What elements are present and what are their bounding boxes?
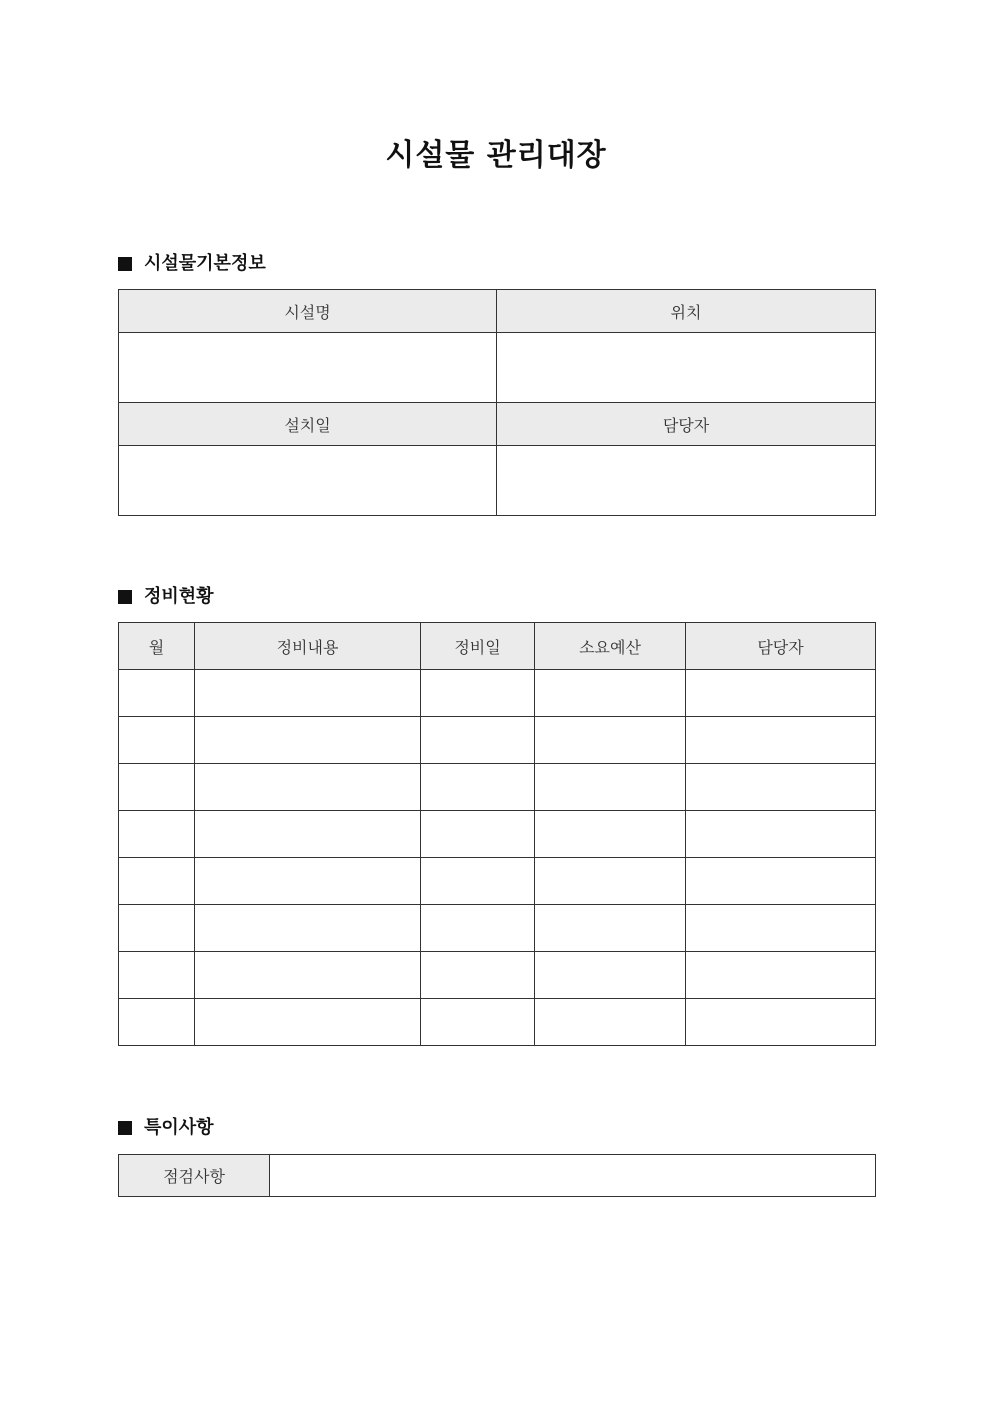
section-heading-basic-info xyxy=(118,252,266,276)
column-header-maintenance-date: 정비일 xyxy=(421,623,535,670)
square-bullet-icon xyxy=(118,1121,132,1135)
table-row xyxy=(119,764,876,811)
maintenance-content-cell[interactable] xyxy=(195,764,421,811)
month-cell[interactable] xyxy=(119,811,195,858)
maintenance-content-cell[interactable] xyxy=(195,858,421,905)
budget-cell[interactable] xyxy=(535,764,686,811)
maintenance-content-cell[interactable] xyxy=(195,811,421,858)
inspection-field[interactable] xyxy=(270,1155,876,1197)
budget-cell[interactable] xyxy=(535,952,686,999)
manager-cell[interactable] xyxy=(686,905,876,952)
month-cell[interactable] xyxy=(119,905,195,952)
basic-info-table xyxy=(118,289,876,516)
table-header-row xyxy=(119,623,876,670)
maintenance-date-cell[interactable] xyxy=(421,764,535,811)
maintenance-date-cell[interactable] xyxy=(421,858,535,905)
notes-table xyxy=(118,1154,876,1197)
section-heading-maintenance xyxy=(118,585,214,609)
table-row xyxy=(119,858,876,905)
maintenance-date-cell[interactable] xyxy=(421,905,535,952)
manager-cell[interactable] xyxy=(686,764,876,811)
facility-name-label: 시설명 xyxy=(119,290,497,333)
manager-cell[interactable] xyxy=(686,999,876,1046)
table-row xyxy=(119,905,876,952)
manager-field[interactable] xyxy=(497,446,876,516)
month-cell[interactable] xyxy=(119,670,195,717)
column-header-maintenance-content: 정비내용 xyxy=(195,623,421,670)
maintenance-content-cell[interactable] xyxy=(195,905,421,952)
location-label: 위치 xyxy=(497,290,876,333)
budget-cell[interactable] xyxy=(535,811,686,858)
column-header-manager: 담당자 xyxy=(686,623,876,670)
table-row xyxy=(119,1155,876,1197)
inspection-label: 점검사항 xyxy=(119,1155,270,1197)
month-cell[interactable] xyxy=(119,764,195,811)
budget-cell[interactable] xyxy=(535,717,686,764)
section-heading-label: 정비현황 xyxy=(144,586,214,607)
location-field[interactable] xyxy=(497,333,876,403)
budget-cell[interactable] xyxy=(535,905,686,952)
month-cell[interactable] xyxy=(119,858,195,905)
budget-cell[interactable] xyxy=(535,999,686,1046)
manager-cell[interactable] xyxy=(686,858,876,905)
facility-name-field[interactable] xyxy=(119,333,497,403)
table-row xyxy=(119,670,876,717)
section-heading-notes xyxy=(118,1116,214,1140)
manager-cell[interactable] xyxy=(686,811,876,858)
maintenance-date-cell[interactable] xyxy=(421,999,535,1046)
table-row xyxy=(119,333,876,403)
budget-cell[interactable] xyxy=(535,858,686,905)
month-cell[interactable] xyxy=(119,999,195,1046)
manager-cell[interactable] xyxy=(686,952,876,999)
maintenance-date-cell[interactable] xyxy=(421,670,535,717)
page-title: 시설물 관리대장 xyxy=(385,138,607,173)
manager-label: 담당자 xyxy=(497,403,876,446)
maintenance-date-cell[interactable] xyxy=(421,811,535,858)
month-cell[interactable] xyxy=(119,952,195,999)
square-bullet-icon xyxy=(118,590,132,604)
section-heading-label: 시설물기본정보 xyxy=(144,253,266,274)
table-row xyxy=(119,952,876,999)
budget-cell[interactable] xyxy=(535,670,686,717)
section-heading-label: 특이사항 xyxy=(144,1117,214,1138)
manager-cell[interactable] xyxy=(686,670,876,717)
square-bullet-icon xyxy=(118,257,132,271)
manager-cell[interactable] xyxy=(686,717,876,764)
table-row xyxy=(119,446,876,516)
maintenance-date-cell[interactable] xyxy=(421,717,535,764)
maintenance-table xyxy=(118,622,876,1046)
column-header-budget: 소요예산 xyxy=(535,623,686,670)
table-row xyxy=(119,717,876,764)
maintenance-content-cell[interactable] xyxy=(195,717,421,764)
maintenance-content-cell[interactable] xyxy=(195,670,421,717)
maintenance-date-cell[interactable] xyxy=(421,952,535,999)
table-header-row xyxy=(119,290,876,333)
maintenance-content-cell[interactable] xyxy=(195,952,421,999)
column-header-month: 월 xyxy=(119,623,195,670)
install-date-label: 설치일 xyxy=(119,403,497,446)
table-header-row xyxy=(119,403,876,446)
install-date-field[interactable] xyxy=(119,446,497,516)
maintenance-content-cell[interactable] xyxy=(195,999,421,1046)
table-row xyxy=(119,999,876,1046)
month-cell[interactable] xyxy=(119,717,195,764)
table-row xyxy=(119,811,876,858)
